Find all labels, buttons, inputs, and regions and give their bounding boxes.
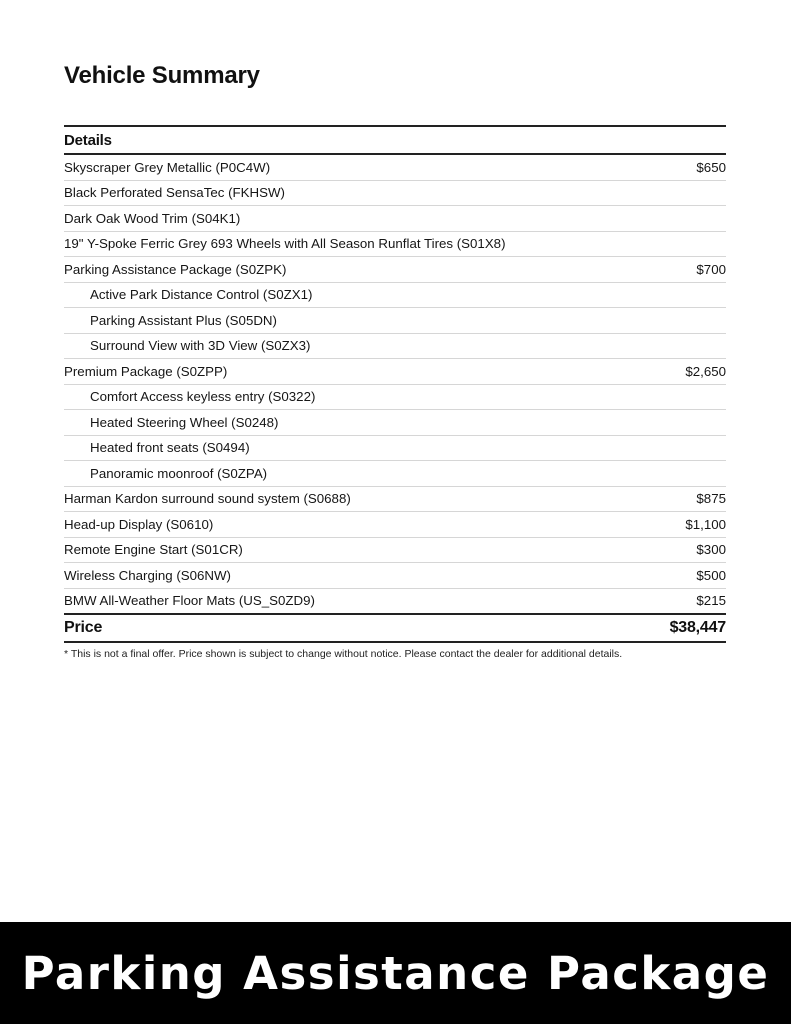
item-label: Comfort Access keyless entry (S0322) xyxy=(90,389,316,405)
line-item-row xyxy=(64,155,726,181)
disclaimer: * This is not a final offer. Price shown is subject to change without notice. Please contact the dealer for additional details. xyxy=(64,648,623,660)
sub-item-row xyxy=(64,461,726,487)
item-label: Heated Steering Wheel (S0248) xyxy=(90,414,279,430)
sub-item-row xyxy=(64,436,726,462)
item-label: Head-up Display (S0610) xyxy=(64,516,214,532)
line-item-row xyxy=(64,512,726,538)
line-item-row xyxy=(64,232,726,258)
total-row xyxy=(64,615,726,643)
sub-item-row xyxy=(64,385,726,411)
line-item-row xyxy=(64,257,726,283)
sub-item-row xyxy=(64,308,726,334)
item-label: Parking Assistance Package (S0ZPK) xyxy=(64,261,287,277)
item-label: Surround View with 3D View (S0ZX3) xyxy=(90,338,311,354)
total-label: Price xyxy=(64,619,103,636)
line-item-row xyxy=(64,563,726,589)
item-label: Skyscraper Grey Metallic (P0C4W) xyxy=(64,159,271,175)
sub-item-row xyxy=(64,283,726,309)
item-price: $300 xyxy=(696,542,726,558)
item-price: $500 xyxy=(696,567,726,583)
item-price: $1,100 xyxy=(685,516,726,532)
item-price: $650 xyxy=(696,159,726,175)
line-item-row xyxy=(64,487,726,513)
item-label: BMW All-Weather Floor Mats (US_S0ZD9) xyxy=(64,593,315,609)
item-label: Parking Assistant Plus (S05DN) xyxy=(90,312,277,328)
item-label: Wireless Charging (S06NW) xyxy=(64,567,231,583)
line-item-row xyxy=(64,359,726,385)
line-item-row xyxy=(64,206,726,232)
item-price: $2,650 xyxy=(685,363,726,379)
details-header xyxy=(64,125,726,155)
item-label: Remote Engine Start (S01CR) xyxy=(64,542,243,558)
item-label: Panoramic moonroof (S0ZPA) xyxy=(90,465,268,481)
page-title: Vehicle Summary xyxy=(64,62,260,89)
item-label: Black Perforated SensaTec (FKHSW) xyxy=(64,185,285,201)
item-price: $700 xyxy=(696,261,726,277)
details-header-label: Details xyxy=(64,131,112,149)
sub-item-row xyxy=(64,410,726,436)
item-label: Heated front seats (S0494) xyxy=(90,440,250,456)
line-items xyxy=(64,155,726,615)
item-label: 19" Y-Spoke Ferric Grey 693 Wheels with All Season Runflat Tires (S01X8) xyxy=(64,236,506,252)
line-item-row xyxy=(64,181,726,207)
bottom-banner xyxy=(0,922,791,1024)
line-item-row xyxy=(64,538,726,564)
vehicle-summary-table xyxy=(64,125,726,660)
item-price: $875 xyxy=(696,491,726,507)
item-label: Premium Package (S0ZPP) xyxy=(64,363,228,379)
banner-text: Parking Assistance Package xyxy=(21,946,770,1000)
item-price: $215 xyxy=(696,593,726,609)
sub-item-row xyxy=(64,334,726,360)
line-item-row xyxy=(64,589,726,616)
item-label: Harman Kardon surround sound system (S0688) xyxy=(64,491,351,507)
total-value: $38,447 xyxy=(669,619,726,636)
item-label: Active Park Distance Control (S0ZX1) xyxy=(90,287,313,303)
item-label: Dark Oak Wood Trim (S04K1) xyxy=(64,210,241,226)
